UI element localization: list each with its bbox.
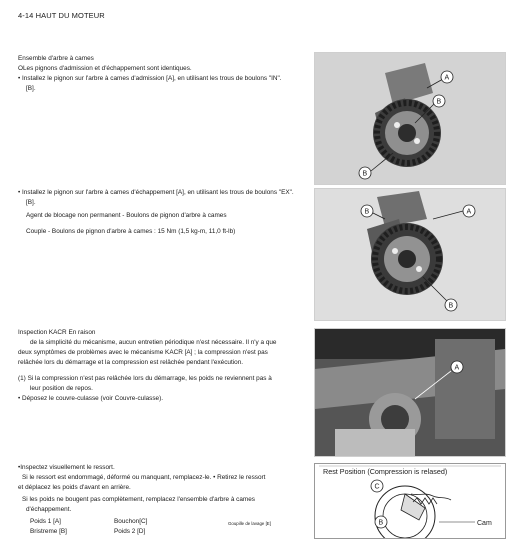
note-line: OLes pignons d'admission et d'échappement sont identiques. bbox=[18, 65, 192, 72]
sprocket-shape bbox=[373, 99, 441, 167]
callout-b bbox=[433, 95, 445, 107]
callout-b-lower bbox=[359, 167, 371, 179]
photo-intake-camshaft-sprocket bbox=[314, 52, 506, 185]
parts-cell: Bouchon[C] bbox=[114, 518, 148, 525]
locking-agent-line: Agent de blocage non permanent - Boulons de pignon d'arbre à cames bbox=[26, 212, 227, 219]
callout-label: B bbox=[362, 170, 368, 178]
diagram-label: B bbox=[378, 519, 384, 527]
callout-label: B bbox=[436, 98, 442, 106]
section-camshaft-assembly bbox=[18, 54, 282, 94]
diagram-title: Rest Position (Compression is relased) bbox=[323, 467, 448, 476]
parts-cell: Bristreme [B] bbox=[30, 528, 67, 535]
instruction-line: Si les poids ne bougent pas complètement, remplacez l'ensemble d'arbre à cames bbox=[22, 496, 255, 503]
callout-label: B bbox=[364, 208, 370, 216]
paragraph-line: relâchée lors du démarrage et la compression est relâchée pendant l'exécution. bbox=[18, 359, 244, 366]
callout-label: A bbox=[444, 74, 450, 82]
instruction-continuation: d'échappement. bbox=[26, 506, 72, 513]
callout-label: A bbox=[454, 364, 460, 372]
callout-a bbox=[451, 361, 463, 373]
instruction-line: •Inspectez visuellement le ressort. bbox=[18, 464, 115, 471]
section-spring-inspection bbox=[18, 463, 265, 515]
photo-kacr-mechanism bbox=[314, 328, 506, 457]
callout-b bbox=[361, 205, 373, 217]
page-header: 4-14 HAUT DU MOTEUR bbox=[18, 11, 105, 20]
paragraph-line: de la simplicité du mécanisme, aucun entretien périodique n'est nécessaire. Il n'y a que bbox=[30, 339, 277, 346]
section-title: Ensemble d'arbre à cames bbox=[18, 55, 94, 62]
photo-exhaust-camshaft-sprocket bbox=[314, 188, 506, 321]
parts-caption: Goupille de lavage [E] bbox=[228, 521, 271, 526]
torque-line: Couple - Boulons de pignon d'arbre à cames : 15 Nm (1,5 kg-m, 11,0 ft-lb) bbox=[26, 228, 236, 235]
instruction-continuation: et déplacez les poids d'avant en arrière. bbox=[18, 484, 131, 491]
section-exhaust-sprocket bbox=[18, 188, 294, 237]
section-kacr-inspection bbox=[18, 328, 277, 404]
instruction-line: • Installez le pignon sur l'arbre à cames d'échappement [A], en utilisant les trous de boulons "EX". bbox=[18, 189, 294, 196]
instruction-continuation: [B]. bbox=[26, 199, 36, 206]
parts-row bbox=[30, 527, 300, 537]
parts-row bbox=[30, 517, 300, 527]
callout-b-lower bbox=[445, 299, 457, 311]
diagram-label: C bbox=[374, 483, 380, 491]
instruction-line: Si le ressort est endommagé, déformé ou manquant, remplacez-le. • Retirez le ressort bbox=[22, 474, 266, 481]
callout-label: A bbox=[466, 208, 472, 216]
parts-cell: Poids 2 [D] bbox=[114, 528, 146, 535]
condition-line: (1) Si la compression n'est pas relâchée lors du démarrage, les poids ne reviennent pas à bbox=[18, 375, 272, 382]
sprocket-shape bbox=[371, 223, 443, 295]
diagram-label: Cam bbox=[477, 520, 492, 527]
condition-continuation: leur position de repos. bbox=[30, 385, 93, 392]
callout-a bbox=[463, 205, 475, 217]
instruction-line: • Installez le pignon sur l'arbre à cames d'admission [A], en utilisant les trous de boulons "IN". bbox=[18, 75, 282, 82]
instruction-line: • Déposez le couvre-culasse (voir Couvre-culasse). bbox=[18, 395, 164, 402]
paragraph-line: deux symptômes de problèmes avec le mécanisme KACR [A] ; la compression n'est pas bbox=[18, 349, 268, 356]
parts-legend bbox=[30, 517, 300, 537]
instruction-continuation: [B]. bbox=[26, 85, 36, 92]
callout-label: B bbox=[448, 302, 454, 310]
callout-a bbox=[441, 71, 453, 83]
section-title: Inspection KACR En raison bbox=[18, 329, 96, 336]
diagram-rest-position bbox=[314, 463, 506, 539]
parts-cell: Poids 1 [A] bbox=[30, 518, 61, 525]
